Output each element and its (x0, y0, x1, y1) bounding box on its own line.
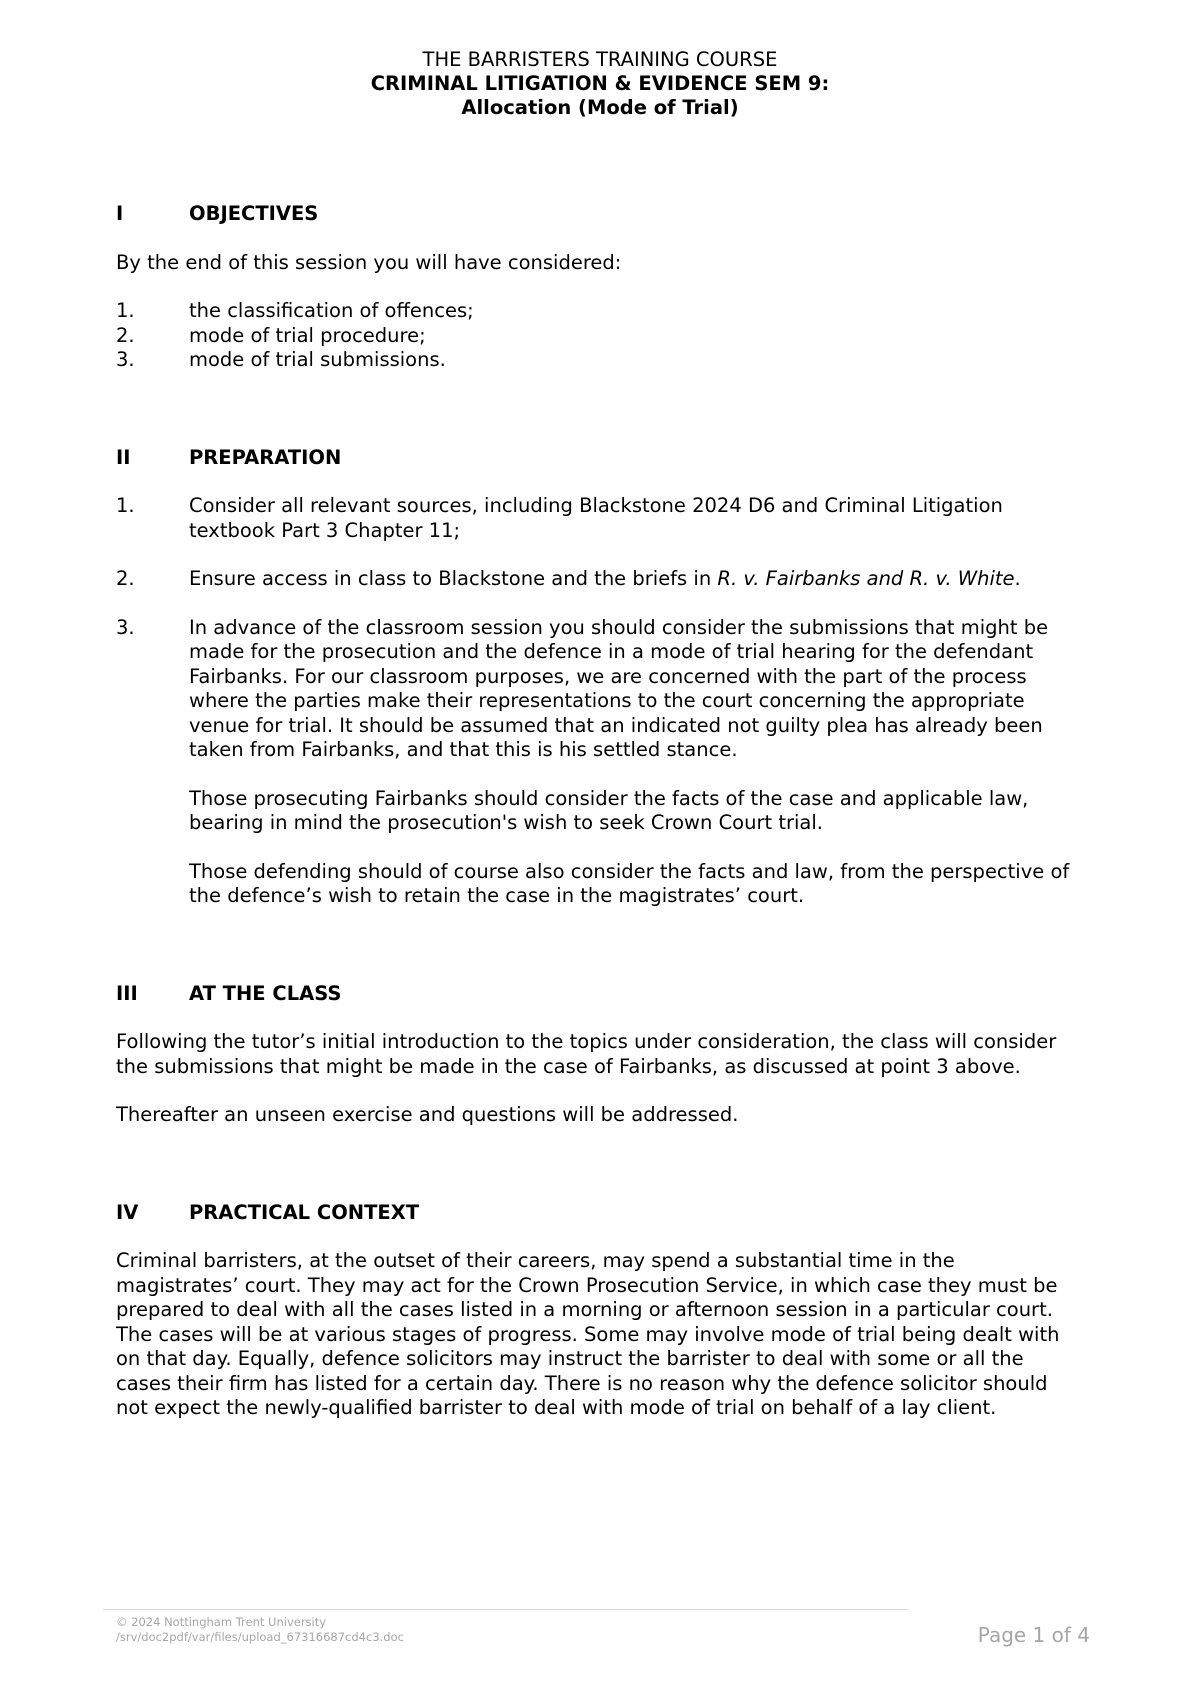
section-heading-class (116, 982, 1076, 1007)
section-number: II (116, 445, 131, 469)
list-item-number: 2. (116, 567, 135, 590)
list-item-number: 3. (116, 348, 135, 371)
list-item-text: the classification of offences; (189, 299, 474, 322)
footer-copyright: © 2024 Nottingham Trent University (116, 1615, 327, 1629)
document-body (116, 202, 1076, 1421)
list-item (116, 324, 1076, 349)
list-item-text: mode of trial submissions. (189, 348, 446, 371)
text-run: . (1014, 567, 1021, 590)
preparation-item-2 (116, 567, 1076, 592)
list-item-number: 1. (116, 494, 135, 517)
list-item-text: Consider all relevant sources, including Blackstone 2024 D6 and Criminal Litigation textbook Part 3 Chapter 11; (189, 494, 1003, 542)
preparation-defence-note: Those defending should of course also consider the facts and law, from the perspective of the defence’s wish to retain the case in the magistrates’ court. (189, 859, 1070, 907)
footer-file-path: /srv/doc2pdf/var/files/upload_67316687cd4c3.doc (116, 1629, 404, 1644)
list-item-text (189, 567, 1076, 592)
objectives-list (116, 299, 1076, 373)
objectives-intro: By the end of this session you will have considered: (116, 250, 622, 274)
section-number: I (116, 202, 124, 225)
section-title: OBJECTIVES (189, 202, 319, 225)
list-item-text: mode of trial procedure; (189, 323, 426, 347)
section-number: IV (116, 1200, 139, 1224)
section-heading-preparation (116, 446, 1076, 471)
list-item-text: In advance of the classroom session you should consider the submissions that might be made for the prosecution and the defence in a mode of trial hearing for the defendant Fairbanks. For our classroom purposes, we are concerned with the part of the process where the parties make their representations to the court concerning the appropriate venue for trial. It should be assumed that an indicated not guilty plea has already been taken from Fairbanks, and that this is his settled stance. (189, 615, 1049, 761)
page-number: Page 1 of 4 (977, 1623, 1090, 1647)
list-item-number: 2. (116, 323, 135, 347)
section-title: PRACTICAL CONTEXT (189, 1200, 420, 1224)
case-names: R. v. Fairbanks and R. v. White (717, 567, 1015, 590)
list-item-number: 1. (116, 299, 135, 322)
list-item (116, 299, 1076, 324)
section-number: III (116, 981, 138, 1005)
class-paragraph-2: Thereafter an unseen exercise and questions will be addressed. (116, 1103, 739, 1126)
section-heading-practical (116, 1201, 1076, 1226)
preparation-item-1 (116, 494, 1076, 543)
footer-divider (103, 1609, 908, 1610)
practical-paragraph: Criminal barristers, at the outset of their careers, may spend a substantial time in the magistrates’ court. They may act for the Crown Prosecution Service, in which case they must be prepared to deal with all the cases listed in a morning or afternoon session in a particular court. The cases will be at various stages of progress. Some may involve mode of trial being dealt with on that day. Equally, defence solicitors may instruct the barrister to deal with some or all the cases their firm has listed for a certain day. There is no reason why the defence solicitor should not expect the newly-qualified barrister to deal with mode of trial on behalf of a lay client. (116, 1249, 1060, 1419)
section-title: AT THE CLASS (189, 981, 342, 1005)
document-header (0, 48, 1200, 120)
section-heading-objectives (116, 202, 1076, 227)
list-item-number: 3. (116, 615, 135, 639)
footer-info (116, 1615, 404, 1644)
preparation-prosecution-note: Those prosecuting Fairbanks should consider the facts of the case and applicable law, bearing in mind the prosecution's wish to seek Crown Court trial. (189, 786, 1029, 834)
preparation-item-3 (116, 616, 1076, 763)
course-title: THE BARRISTERS TRAINING COURSE (422, 48, 778, 71)
seminar-title: CRIMINAL LITIGATION & EVIDENCE SEM 9: (370, 72, 830, 95)
section-title: PREPARATION (189, 445, 342, 469)
class-paragraph-1: Following the tutor’s initial introduction to the topics under consideration, the class will consider the submissions that might be made in the case of Fairbanks, as discussed at point 3 above. (116, 1030, 1057, 1078)
list-item (116, 348, 1076, 373)
text-run: Ensure access in class to Blackstone and the briefs in (189, 567, 718, 590)
seminar-subtitle: Allocation (Mode of Trial) (461, 96, 739, 119)
